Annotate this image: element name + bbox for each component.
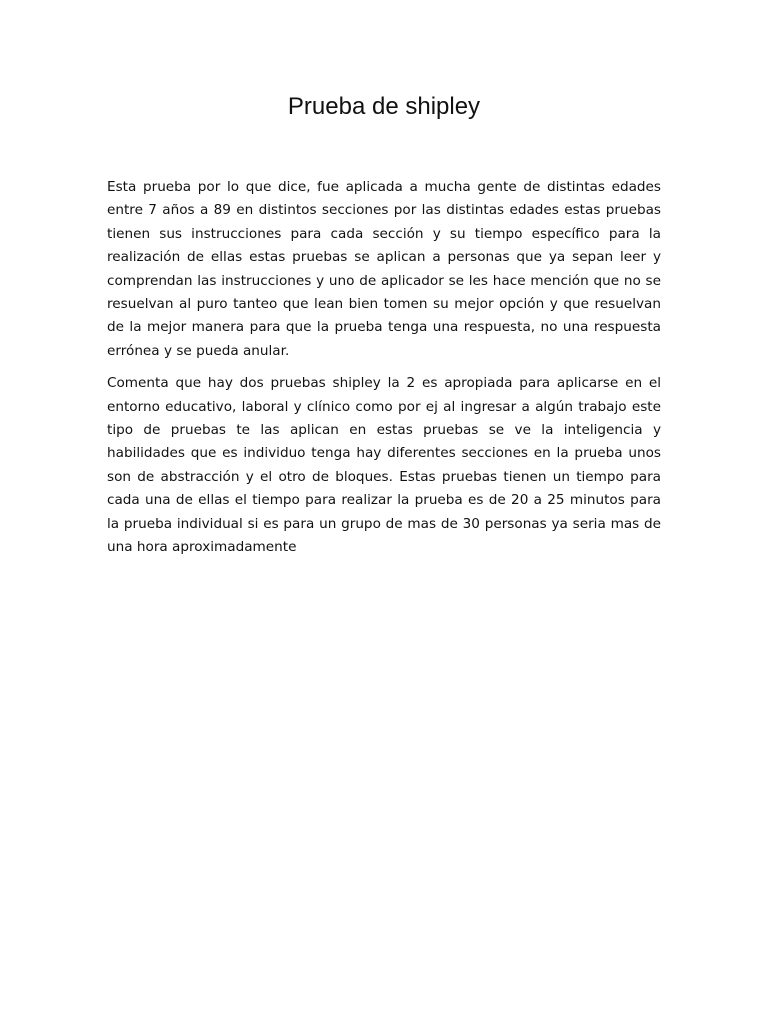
document-body (107, 176, 661, 569)
document-title: Prueba de shipley (287, 93, 481, 120)
paragraph-2: Comenta que hay dos pruebas shipley la 2 es apropiada para aplicarse en el entorno educativo, laboral y clínico como por ej al ingresar a algún trabajo este tipo de pruebas te las aplican en estas pruebas se ve la inteligencia y habilidades que es individuo tenga hay diferentes secciones en la prueba unos son de abstracción y el otro de bloques. Estas pruebas tienen un tiempo para cada una de ellas el tiempo para realizar la prueba es de 20 a 25 minutos para la prueba individual si es para un grupo de mas de 30 personas ya seria mas de una hora aproximadamente (107, 375, 661, 556)
paragraph-1: Esta prueba por lo que dice, fue aplicada a mucha gente de distintas edades entre 7 años a 89 en distintos secciones por las distintas edades estas pruebas tienen sus instrucciones para cada sección y su tiempo específico para la realización de ellas estas pruebas se aplican a personas que ya sepan leer y comprendan las instrucciones y uno de aplicador se les hace mención que no se resuelvan al puro tanteo que lean bien tomen su mejor opción y que resuelvan de la mejor manera para que la prueba tenga una respuesta, no una respuesta errónea y se pueda anular. (107, 179, 661, 359)
